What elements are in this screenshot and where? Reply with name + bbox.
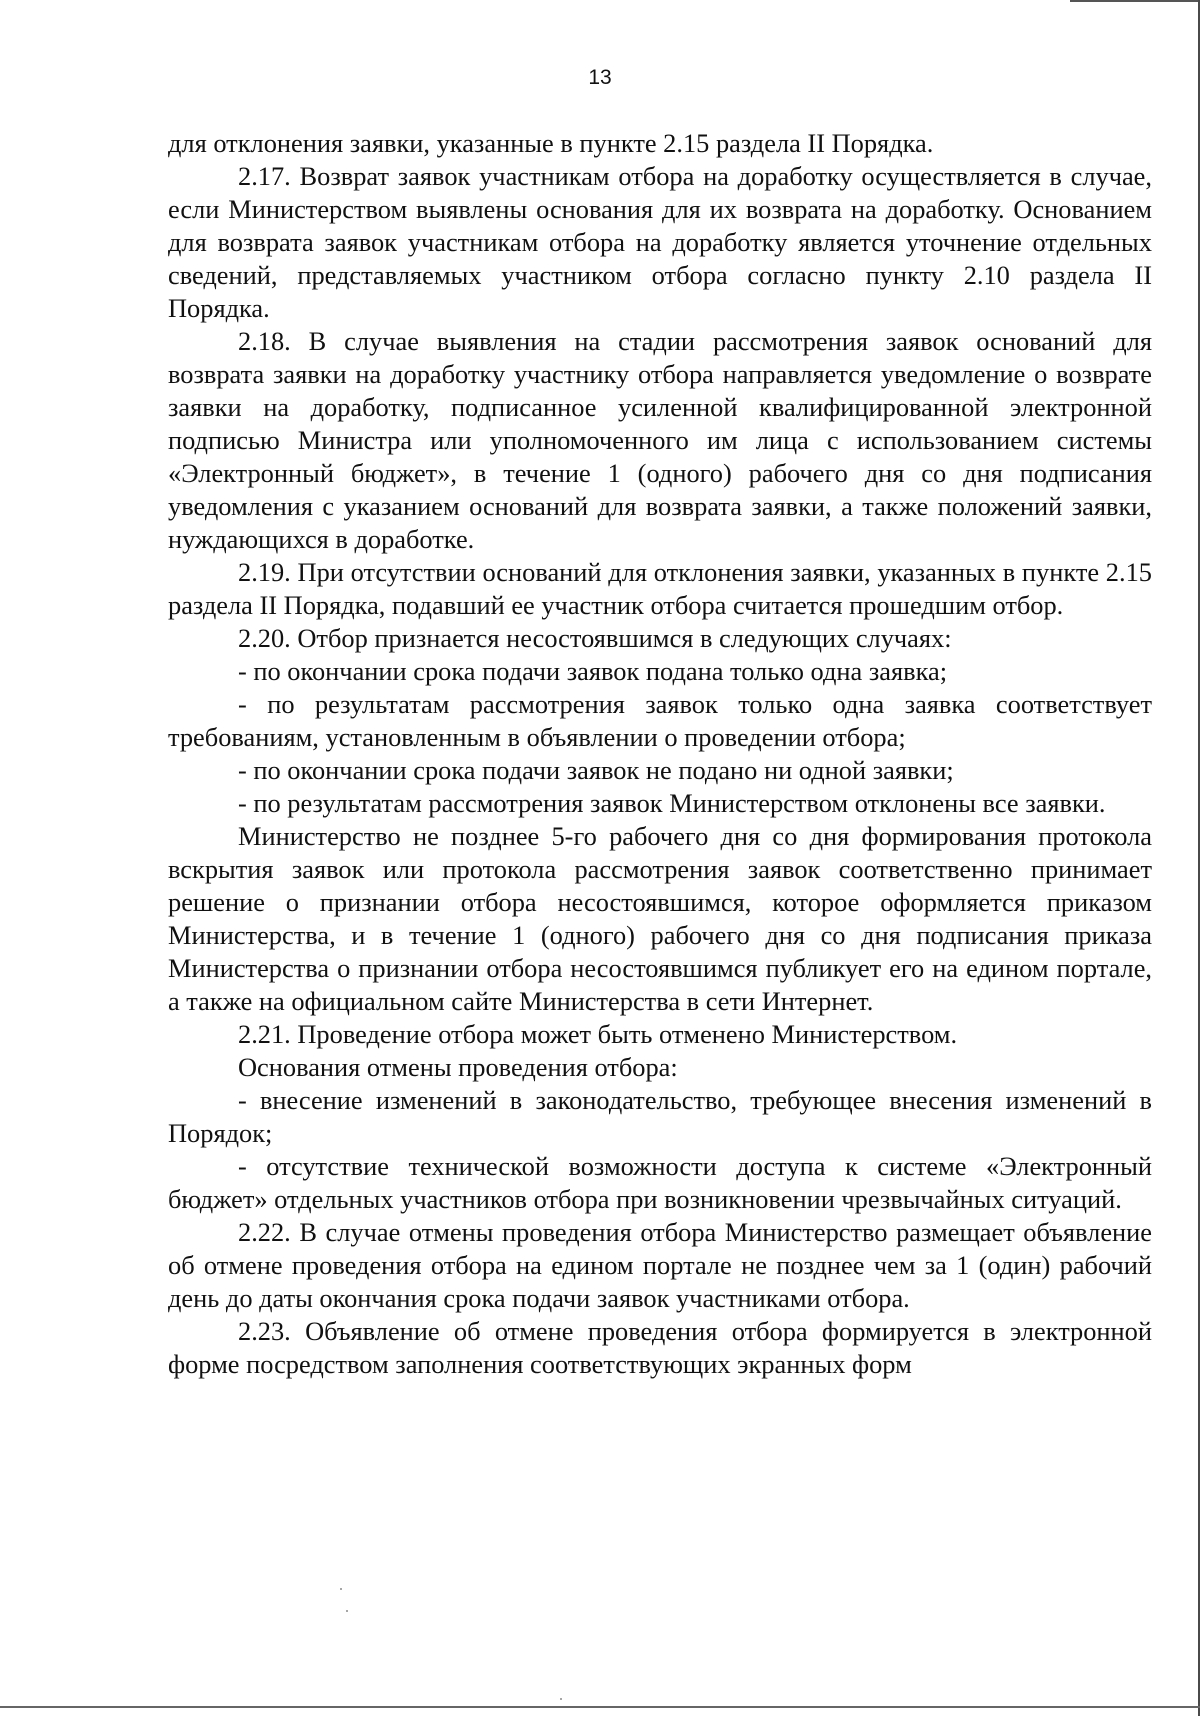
paragraph-continuation: для отклонения заявки, указанные в пункте 2.15 раздела II Порядка. (168, 128, 934, 158)
list-item: - по окончании срока подачи заявок не подано ни одной заявки; (238, 755, 954, 785)
paragraph-2-23: 2.23. Объявление об отмене проведения отбора формируется в электронной форме посредством заполнения соответствующих экранных форм (168, 1316, 1152, 1379)
list-item: - отсутствие технической возможности доступа к системе «Электронный бюджет» отдельных участников отбора при возникновении чрезвычайных ситуаций. (168, 1151, 1152, 1214)
paragraph-2-19: 2.19. При отсутствии оснований для отклонения заявки, указанных в пункте 2.15 раздела II Порядка, подавший ее участник отбора считается прошедшим отбор. (168, 557, 1152, 620)
paragraph-2-17: 2.17. Возврат заявок участникам отбора на доработку осуществляется в случае, если Министерством выявлены основания для их возврата на доработку. Основанием для возврата заявок участникам отбора на доработку является уточнение отдельных сведений, представляемых участником отбора согласно пункту 2.10 раздела II Порядка. (168, 161, 1152, 323)
document-body (168, 127, 1152, 1381)
scan-speck (340, 1588, 342, 1590)
paragraph-ministry-decision: Министерство не позднее 5-го рабочего дня со дня формирования протокола вскрытия заявок или протокола рассмотрения заявок соответственно принимает решение о признании отбора несостоявшимся, которое оформляется приказом Министерства, и в течение 1 (одного) рабочего дня со дня подписания приказа Министерства о признании отбора несостоявшимся публикует его на едином портале, а также на официальном сайте Министерства в сети Интернет. (168, 821, 1152, 1016)
scan-speck (346, 1610, 348, 1612)
scan-edge-top (1070, 0, 1200, 2)
paragraph-2-18: 2.18. В случае выявления на стадии рассмотрения заявок оснований для возврата заявки на доработку участнику отбора направляется уведомление о возврате заявки на доработку, подписанное усиленной квалифицированной электронной подписью Министра или уполномоченного им лица с использованием системы «Электронный бюджет», в течение 1 (одного) рабочего дня со дня подписания уведомления с указанием оснований для возврата заявки, а также положений заявки, нуждающихся в доработке. (168, 326, 1152, 554)
paragraph-2-20: 2.20. Отбор признается несостоявшимся в следующих случаях: (238, 623, 952, 653)
list-item: - по окончании срока подачи заявок подана только одна заявка; (238, 656, 948, 686)
scan-speck (560, 1698, 562, 1700)
scan-edge-bottom (0, 1706, 1200, 1708)
list-item: - по результатам рассмотрения заявок Министерством отклонены все заявки. (238, 788, 1106, 818)
paragraph-2-22: 2.22. В случае отмены проведения отбора Министерство размещает объявление об отмене проведения отбора на едином портале не позднее чем за 1 (один) рабочий день до даты окончания срока подачи заявок участниками отбора. (168, 1217, 1152, 1313)
list-item: - внесение изменений в законодательство, требующее внесения изменений в Порядок; (168, 1085, 1152, 1148)
paragraph-cancellation-grounds: Основания отмены проведения отбора: (238, 1052, 678, 1082)
list-item: - по результатам рассмотрения заявок только одна заявка соответствует требованиям, установленным в объявлении о проведении отбора; (168, 689, 1152, 752)
paragraph-2-21: 2.21. Проведение отбора может быть отменено Министерством. (238, 1019, 958, 1049)
page-number: 13 (588, 66, 612, 89)
